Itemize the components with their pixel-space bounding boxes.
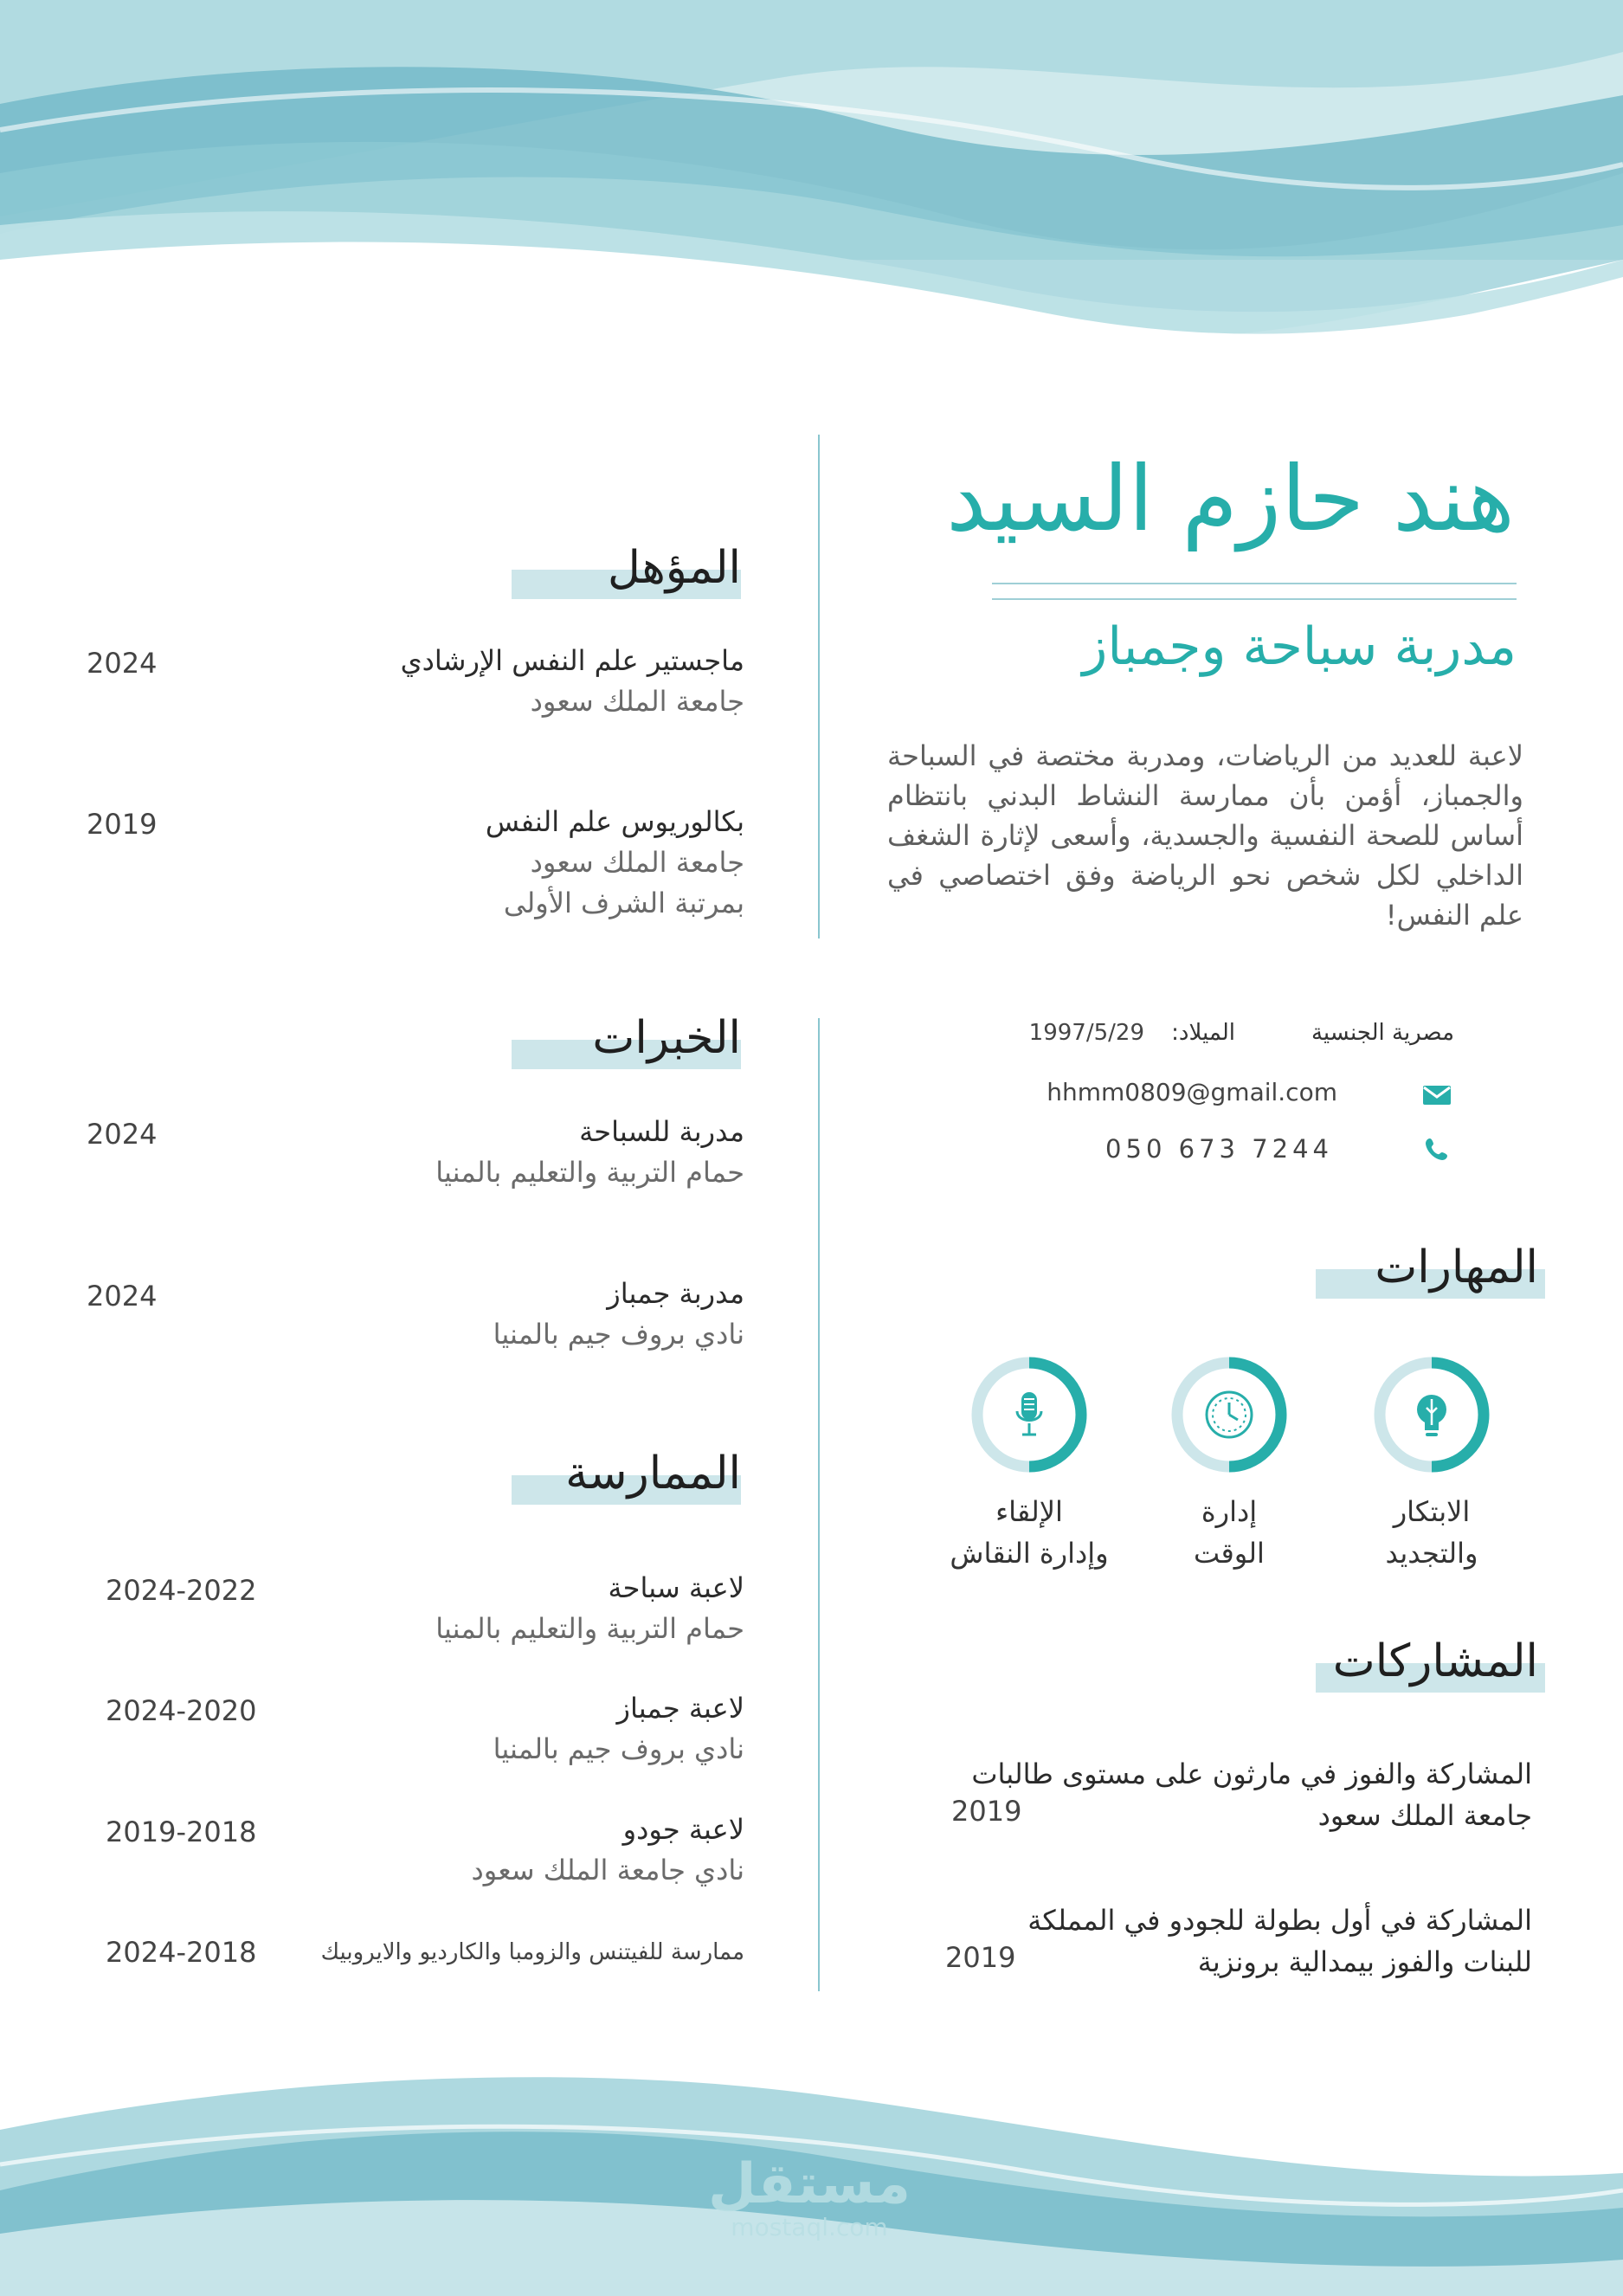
section-heading-practice: الممارسة [512, 1444, 741, 1505]
experience-place: نادي بروف جيم بالمنيا [493, 1318, 744, 1351]
profile-job-title: مدربة سباحة وجمباز [1082, 616, 1517, 677]
practice-place: نادي بروف جيم بالمنيا [493, 1732, 744, 1765]
participation-item: المشاركة والفوز في مارثون على مستوى طالبات جامعة الملك سعود [971, 1757, 1532, 1832]
qualification-honors: بمرتبة الشرف الأولى [503, 887, 744, 919]
watermark: مستقل mostaql.com [707, 2152, 911, 2241]
lightbulb-icon [1417, 1395, 1446, 1436]
practice-years: 2024-2022 [106, 1574, 257, 1607]
skill-label-time-management: إدارة الوقت [1194, 1495, 1265, 1570]
email-address[interactable]: hhmm0809@gmail.com [1047, 1078, 1337, 1106]
nationality: مصرية الجنسية [1311, 1020, 1454, 1046]
practice-place: حمام التربية والتعليم بالمنيا [435, 1612, 744, 1645]
qualification-title: بكالوريوس علم النفس [485, 805, 744, 838]
skill-label-speaking: الإلقاء وإدارة النقاش [950, 1495, 1109, 1570]
name-underline-2 [992, 598, 1517, 600]
experience-place: حمام التربية والتعليم بالمنيا [435, 1156, 744, 1189]
skill-ring-time-management [1170, 1356, 1288, 1474]
profile-name: هند حازم السيد [946, 446, 1515, 551]
divider-lower [818, 1018, 820, 1991]
section-heading-experience: الخبرات [512, 1009, 741, 1069]
birth-date: 1997/5/29 [1028, 1020, 1144, 1046]
practice-title: لاعبة سباحة [608, 1571, 744, 1604]
birth-label: الميلاد: [1171, 1020, 1235, 1046]
practice-years: 2024-2020 [106, 1694, 257, 1727]
section-heading-skills: المهارات [1316, 1238, 1545, 1299]
qualification-title: ماجستير علم النفس الإرشادي [400, 644, 744, 677]
experience-title: مدربة للسباحة [579, 1115, 744, 1148]
practice-title: لاعبة جمباز [616, 1692, 744, 1725]
email-icon [1422, 1084, 1452, 1106]
participation-year: 2019 [951, 1795, 1022, 1828]
skill-ring-speaking [970, 1356, 1088, 1474]
section-heading-participations: المشاركات [1316, 1632, 1545, 1693]
name-underline-1 [992, 583, 1517, 584]
phone-icon [1424, 1136, 1450, 1162]
practice-place: نادي جامعة الملك سعود [471, 1854, 744, 1886]
skill-label-innovation: الابتكار والتجديد [1385, 1495, 1478, 1570]
experience-title: مدربة جمباز [607, 1277, 744, 1310]
practice-title: لاعبة جودو [622, 1813, 744, 1846]
participation-item: المشاركة في أول بطولة للجودو في المملكة للبنات والفوز بيمدالية برونزية [1027, 1904, 1532, 1978]
qualification-institution: جامعة الملك سعود [530, 846, 744, 879]
practice-years: 2019-2018 [106, 1816, 257, 1848]
profile-summary: لاعبة للعديد من الرياضات، ومدربة مختصة في السباحة والجمباز، أؤمن بأن ممارسة النشاط البدني بانتظام أساس للصحة النفسية والجسدية، وأسعى لإثارة الشغف الداخلي لكل شخص نحو الرياضة وفق اختصاصي في علم النفس! [887, 739, 1523, 932]
qualification-year: 2024 [87, 647, 158, 680]
section-heading-qualifications: المؤهل [512, 539, 741, 599]
microphone-icon [1017, 1392, 1041, 1435]
experience-year: 2024 [87, 1280, 158, 1312]
participation-year: 2019 [945, 1941, 1016, 1974]
qualification-year: 2019 [87, 808, 158, 841]
skill-ring-innovation [1373, 1356, 1491, 1474]
practice-years: 2024-2018 [106, 1936, 257, 1969]
practice-title: ممارسة للفيتنس والزومبا والكارديو والايروبيك [320, 1939, 744, 1965]
clock-icon [1207, 1392, 1252, 1437]
phone-number[interactable]: 050 673 7244 [1105, 1134, 1333, 1164]
divider-upper [818, 435, 820, 938]
qualification-institution: جامعة الملك سعود [530, 685, 744, 718]
experience-year: 2024 [87, 1118, 158, 1151]
top-wave-decoration [0, 0, 1623, 372]
